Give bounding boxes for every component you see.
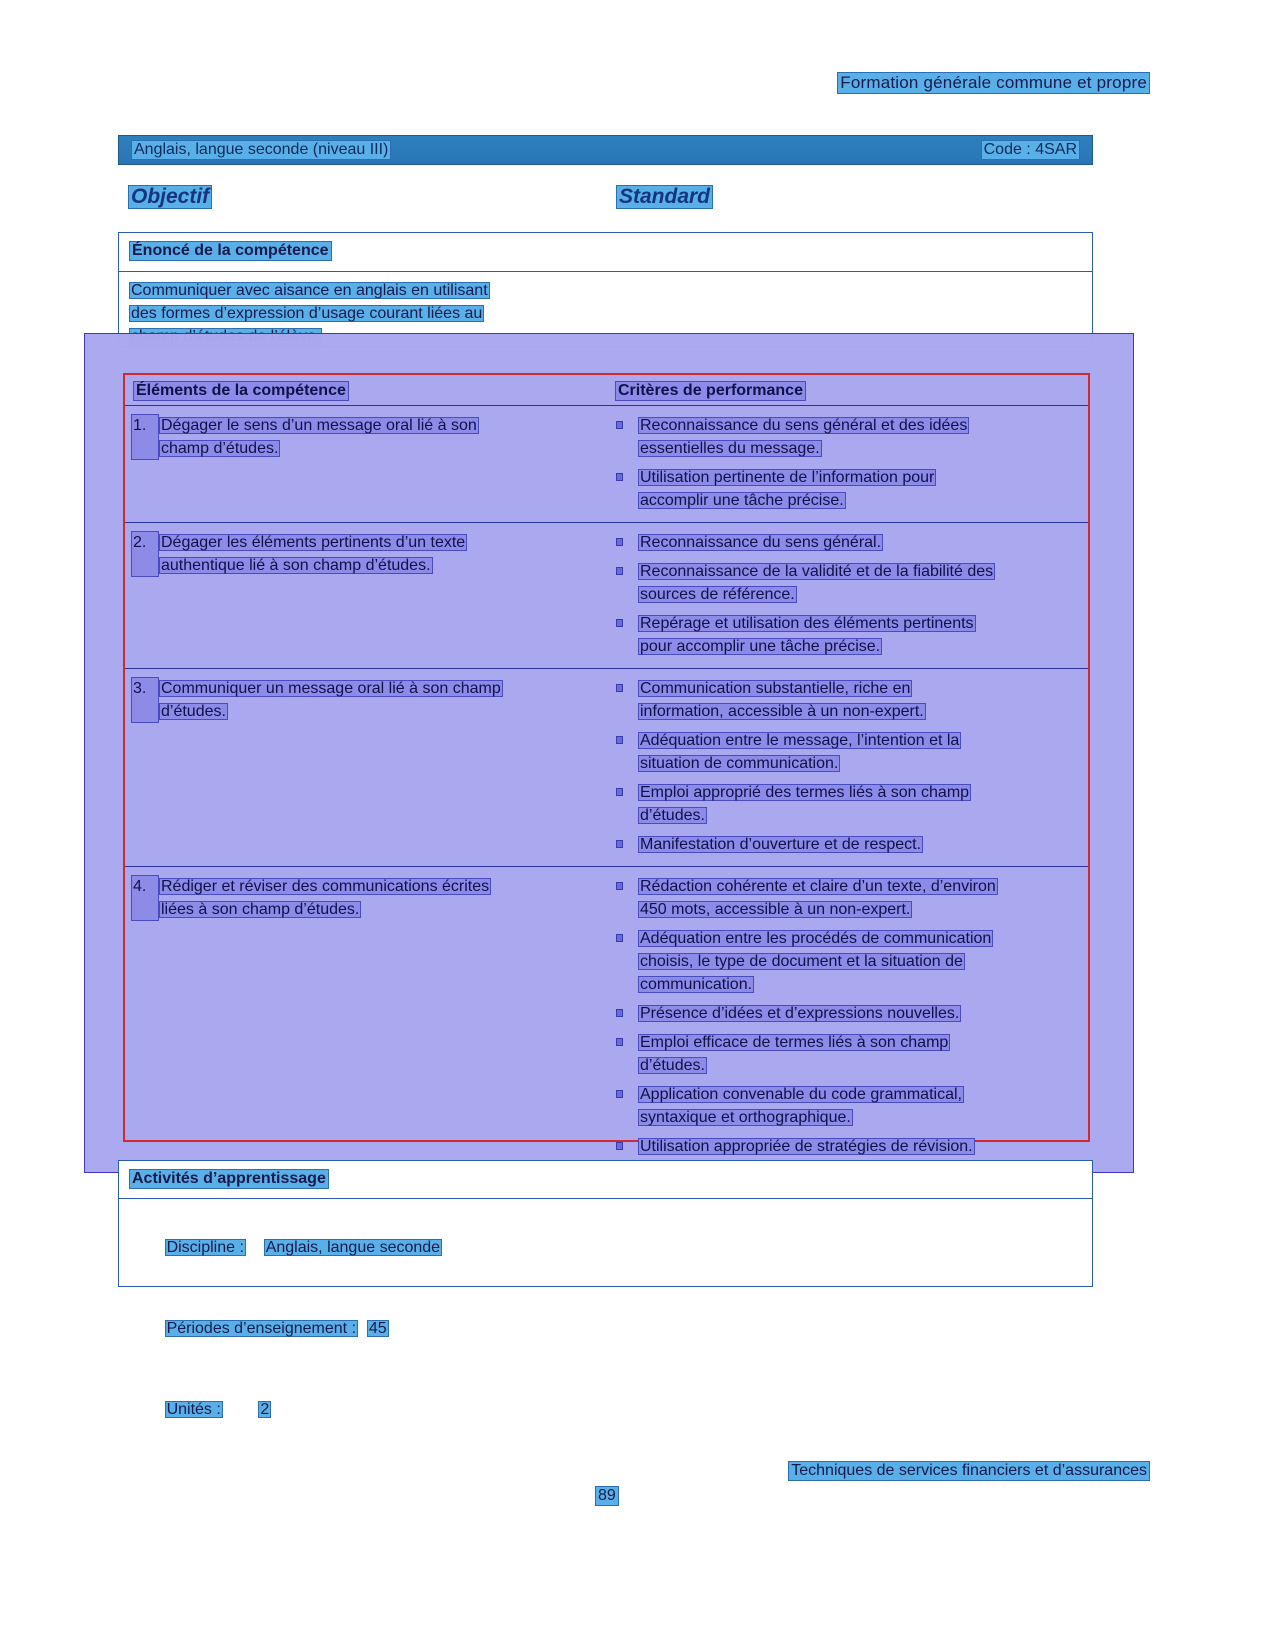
learning-activities-box: [118, 1160, 1093, 1418]
activity-value: Anglais, langue seconde: [265, 1239, 441, 1256]
bullet-icon: [616, 612, 638, 658]
criteria-cell: [610, 867, 1088, 1168]
element-line: liées à son champ d’études.: [161, 901, 360, 918]
criterion-item: [616, 1135, 1082, 1158]
column-heading-standard: Standard: [616, 185, 713, 209]
criterion-item: [616, 560, 1082, 606]
criterion-item: [616, 781, 1082, 827]
criterion-line: Adéquation entre le message, l’intention et la: [640, 732, 960, 749]
element-cell: [125, 406, 610, 522]
bullet-icon: [616, 833, 638, 856]
element-number: 4.: [131, 875, 159, 921]
criterion-item: [616, 466, 1082, 512]
competence-statement-line: des formes d’expression d’usage courant liées au: [131, 305, 483, 322]
criterion-text: [638, 1083, 964, 1129]
bullet-icon: [616, 677, 638, 723]
bullet-icon: [616, 781, 638, 827]
criterion-item: [616, 927, 1082, 996]
bullet-icon: [616, 466, 638, 512]
element-text: [159, 875, 491, 921]
bullet-icon: [616, 531, 638, 554]
criterion-line: Communication substantielle, riche en: [640, 680, 911, 697]
activity-value: 45: [368, 1320, 387, 1337]
criterion-text: [638, 729, 961, 775]
element-text: [159, 414, 479, 460]
element-text: [159, 677, 503, 723]
bullet-icon: [616, 729, 638, 775]
criterion-line: communication.: [640, 976, 753, 993]
criterion-text: [638, 677, 926, 723]
criterion-line: Emploi efficace de termes liés à son champ: [640, 1034, 949, 1051]
criterion-line: choisis, le type de document et la situation de: [640, 953, 963, 970]
criterion-line: syntaxique et orthographique.: [640, 1109, 851, 1126]
criterion-line: essentielles du message.: [640, 440, 820, 457]
criterion-item: [616, 1031, 1082, 1077]
competence-statement-box: [118, 232, 1093, 347]
criterion-text: [638, 1002, 961, 1025]
criterion-item: [616, 729, 1082, 775]
bullet-icon: [616, 560, 638, 606]
learning-activities-list: [129, 1207, 442, 1450]
criterion-line: d’études.: [640, 1057, 705, 1074]
element-cell: [125, 669, 610, 866]
element-text: [159, 531, 467, 577]
criterion-text: [638, 833, 923, 856]
criterion-line: Reconnaissance du sens général.: [640, 534, 882, 551]
element-item: [131, 875, 600, 921]
activity-label: Discipline :: [166, 1239, 244, 1256]
criterion-line: pour accomplir une tâche précise.: [640, 638, 881, 655]
criterion-item: [616, 833, 1082, 856]
table-row: [125, 523, 1088, 669]
criteria-cell: [610, 406, 1088, 522]
criterion-line: 450 mots, accessible à un non-expert.: [640, 901, 911, 918]
criterion-text: [638, 781, 971, 827]
element-item: [131, 677, 600, 723]
header-note: Formation générale commune et propre: [837, 72, 1150, 94]
criterion-text: [638, 612, 976, 658]
table-header-row: [125, 375, 1088, 406]
criterion-line: Rédaction cohérente et claire d’un texte, d’environ: [640, 878, 996, 895]
element-line: champ d’études.: [161, 440, 279, 457]
bullet-icon: [616, 1002, 638, 1025]
element-cell: [125, 523, 610, 668]
table-header-elements: Éléments de la compétence: [133, 381, 349, 401]
criteria-cell: [610, 669, 1088, 866]
table-row: [125, 669, 1088, 867]
element-number: 2.: [131, 531, 159, 577]
criterion-line: Emploi approprié des termes liés à son champ: [640, 784, 970, 801]
divider: [119, 271, 1092, 272]
criterion-item: [616, 414, 1082, 460]
bullet-icon: [616, 875, 638, 921]
competence-statement-heading: Énoncé de la compétence: [129, 241, 332, 261]
criterion-line: Utilisation pertinente de l’information pour: [640, 469, 935, 486]
element-line: d’études.: [161, 703, 226, 720]
page-number: 89: [595, 1486, 619, 1506]
criterion-line: situation de communication.: [640, 755, 839, 772]
element-cell: [125, 867, 610, 1168]
criterion-line: Manifestation d’ouverture et de respect.: [640, 836, 922, 853]
criterion-item: [616, 875, 1082, 921]
bullet-icon: [616, 927, 638, 996]
element-line: Dégager les éléments pertinents d’un texte: [161, 534, 466, 551]
competence-criteria-table: [123, 373, 1090, 1155]
criterion-line: sources de référence.: [640, 586, 795, 603]
activity-value: 2: [260, 1401, 270, 1418]
bullet-icon: [616, 1135, 638, 1158]
criterion-item: [616, 531, 1082, 554]
table-row: [125, 406, 1088, 523]
criterion-line: Reconnaissance du sens général et des idées: [640, 417, 968, 434]
footer-program-name: Techniques de services financiers et d’assurances: [788, 1461, 1150, 1481]
criterion-text: [638, 875, 998, 921]
element-number: 1.: [131, 414, 159, 460]
learning-activities-heading: Activités d’apprentissage: [129, 1169, 329, 1189]
element-number: 3.: [131, 677, 159, 723]
activity-label: Périodes d’enseignement :: [166, 1320, 357, 1337]
element-line: Communiquer un message oral lié à son champ: [161, 680, 501, 697]
criterion-text: [638, 531, 883, 554]
criterion-line: accomplir une tâche précise.: [640, 492, 844, 509]
table-row: [125, 867, 1088, 1168]
criterion-line: Présence d’idées et d’expressions nouvelles.: [640, 1005, 960, 1022]
competence-statement-line: Communiquer avec aisance en anglais en utilisant: [131, 282, 488, 299]
criterion-line: Application convenable du code grammatical,: [640, 1086, 962, 1103]
element-line: Dégager le sens d’un message oral lié à son: [161, 417, 477, 434]
criterion-text: [638, 560, 995, 606]
criterion-line: information, accessible à un non-expert.: [640, 703, 924, 720]
criterion-line: Reconnaissance de la validité et de la fiabilité des: [640, 563, 994, 580]
criterion-item: [616, 677, 1082, 723]
divider: [119, 1198, 1092, 1199]
element-item: [131, 414, 600, 460]
criterion-text: [638, 1031, 950, 1077]
criterion-text: [638, 414, 969, 460]
course-title: Anglais, langue seconde (niveau III): [131, 140, 391, 160]
bullet-icon: [616, 1031, 638, 1077]
criterion-item: [616, 1083, 1082, 1129]
table-header-criteria: Critères de performance: [615, 381, 806, 401]
criterion-line: Repérage et utilisation des éléments pertinents: [640, 615, 974, 632]
activity-line: [129, 1207, 442, 1288]
criterion-item: [616, 1002, 1082, 1025]
activity-line: [129, 1288, 442, 1369]
criteria-cell: [610, 523, 1088, 668]
column-headings: [128, 185, 1088, 209]
criterion-item: [616, 612, 1082, 658]
criterion-line: Adéquation entre les procédés de communication: [640, 930, 992, 947]
bullet-icon: [616, 1083, 638, 1129]
activity-label: Unités :: [166, 1401, 221, 1418]
element-item: [131, 531, 600, 577]
criterion-line: d’études.: [640, 807, 705, 824]
course-title-bar: [118, 135, 1093, 165]
criterion-text: [638, 927, 993, 996]
column-heading-objectif: Objectif: [128, 185, 212, 209]
element-line: authentique lié à son champ d’études.: [161, 557, 431, 574]
criterion-line: Utilisation appropriée de stratégies de révision.: [640, 1138, 973, 1155]
element-line: Rédiger et réviser des communications écrites: [161, 878, 490, 895]
criterion-text: [638, 1135, 975, 1158]
bullet-icon: [616, 414, 638, 460]
criterion-text: [638, 466, 936, 512]
course-code: Code : 4SAR: [981, 140, 1080, 160]
activity-line: [129, 1369, 442, 1450]
